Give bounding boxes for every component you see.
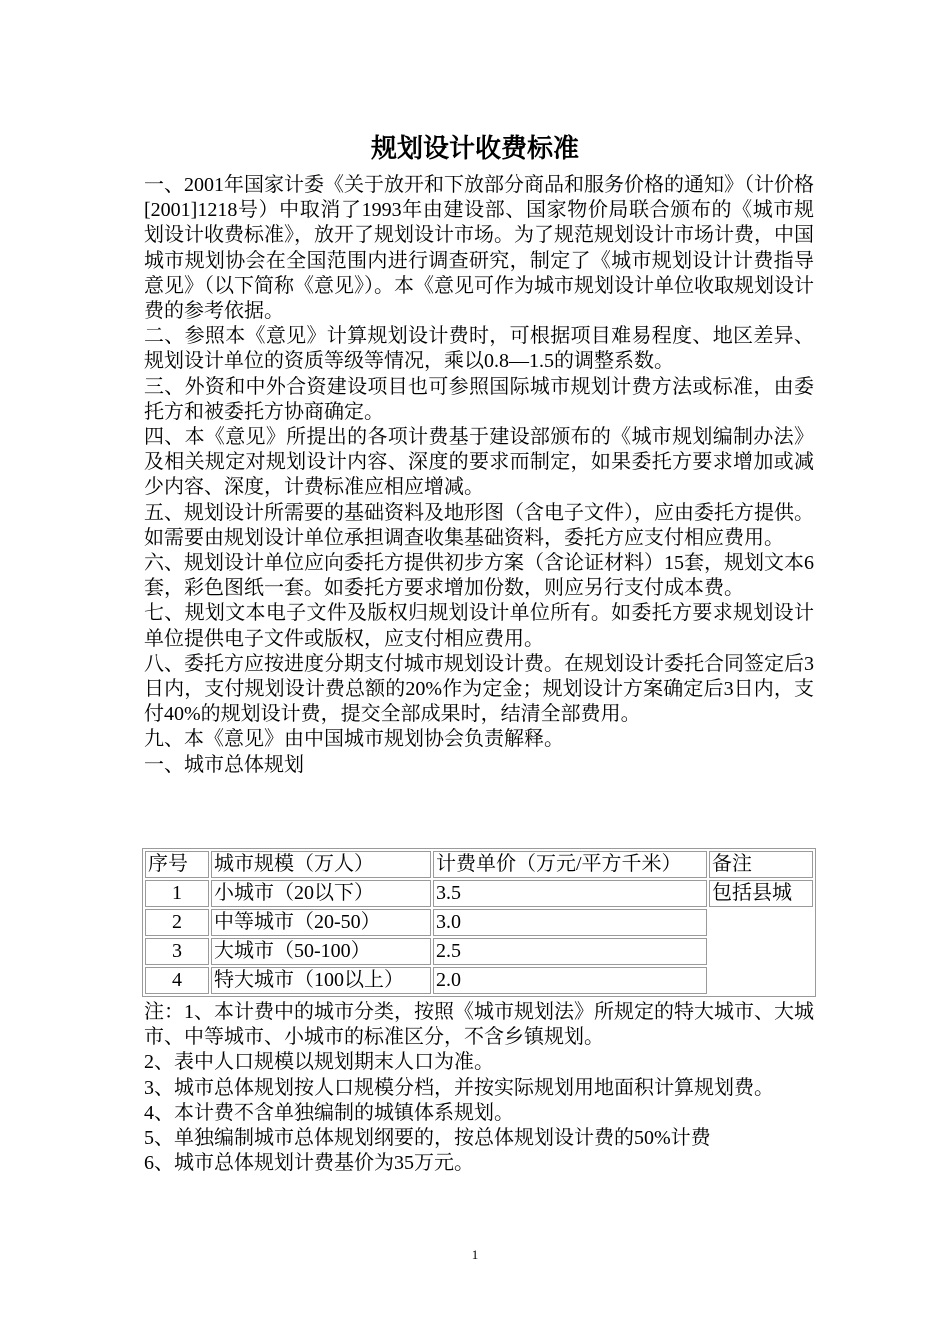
- cell-scale: 大城市（50-100）: [211, 938, 431, 965]
- cell-no: 1: [145, 880, 209, 907]
- cell-price: 3.0: [433, 909, 707, 936]
- cell-note: 包括县城: [709, 880, 813, 907]
- paragraph-8: 八、委托方应按进度分期支付城市规划设计费。在规划设计委托合同签定后3日内，支付规划设计费总额的20%作为定金；规划设计方案确定后3日内，支付40%的规划设计费，提交全部成果时，结清全部费用。: [144, 652, 814, 726]
- cell-scale: 中等城市（20-50）: [211, 909, 431, 936]
- cell-note-empty: [709, 938, 813, 965]
- cell-price: 2.5: [433, 938, 707, 965]
- notes-block: [144, 1000, 814, 1176]
- cell-price: 3.5: [433, 880, 707, 907]
- table-row: [145, 909, 813, 936]
- paragraph-7: 七、规划文本电子文件及版权归规划设计单位所有。如委托方要求规划设计单位提供电子文件或版权，应支付相应费用。: [144, 602, 814, 650]
- header-note: 备注: [709, 851, 813, 878]
- header-price: 计费单价（万元/平方千米）: [433, 851, 707, 878]
- paragraph-3: 三、外资和中外合资建设项目也可参照国际城市规划计费方法或标准，由委托方和被委托方协商确定。: [144, 375, 814, 423]
- document-body: [144, 173, 814, 778]
- paragraph-9: 九、本《意见》由中国城市规划协会负责解释。: [144, 728, 564, 751]
- paragraph-1: 一、2001年国家计委《关于放开和下放部分商品和服务价格的通知》（计价格[2001]1218号）中取消了1993年由建设部、国家物价局联合颁布的《城市规划设计收费标准》，放开了规划设计市场。为了规范规划设计市场计费，中国城市规划协会在全国范围内进行调查研究，制定了《城市规划设计计费指导意见》（以下简称《意见》）。本《意见可作为城市规划设计单位收取规划设计费的参考依据。: [144, 174, 814, 323]
- table-row: [145, 967, 813, 994]
- header-scale: 城市规模（万人）: [211, 851, 431, 878]
- note-1: 注：1、本计费中的城市分类，按照《城市规划法》所规定的特大城市、大城市、中等城市、小城市的标准区分，不含乡镇规划。: [144, 1001, 814, 1049]
- table-header-row: [145, 851, 813, 878]
- cell-note-empty: [709, 967, 813, 994]
- paragraph-2: 二、参照本《意见》计算规划设计费时，可根据项目难易程度、地区差异、规划设计单位的资质等级等情况，乘以0.8—1.5的调整系数。: [144, 325, 814, 373]
- cell-note-empty: [709, 909, 813, 936]
- cell-scale: 小城市（20以下）: [211, 880, 431, 907]
- cell-no: 3: [145, 938, 209, 965]
- table-row: [145, 938, 813, 965]
- paragraph-5: 五、规划设计所需要的基础资料及地形图（含电子文件），应由委托方提供。如需要由规划设计单位承担调查收集基础资料，委托方应支付相应费用。: [144, 501, 814, 549]
- note-4: 4、本计费不含单独编制的城镇体系规划。: [144, 1101, 514, 1124]
- cell-scale: 特大城市（100以上）: [211, 967, 431, 994]
- cell-no: 4: [145, 967, 209, 994]
- note-2: 2、表中人口规模以规划期末人口为准。: [144, 1051, 494, 1074]
- table-row: [145, 880, 813, 907]
- fee-table: [142, 848, 816, 997]
- paragraph-4: 四、本《意见》所提出的各项计费基于建设部颁布的《城市规划编制办法》及相关规定对规划设计内容、深度的要求而制定，如果委托方要求增加或减少内容、深度，计费标准应相应增减。: [144, 426, 814, 499]
- note-6: 6、城市总体规划计费基价为35万元。: [144, 1152, 474, 1175]
- note-5: 5、单独编制城市总体规划纲要的，按总体规划设计费的50%计费: [144, 1127, 711, 1150]
- page-title: 规划设计收费标准: [370, 134, 579, 163]
- header-no: 序号: [145, 851, 209, 878]
- note-3: 3、城市总体规划按人口规模分档，并按实际规划用地面积计算规划费。: [144, 1076, 774, 1099]
- page-number: 1: [471, 1247, 479, 1262]
- section-heading: 一、城市总体规划: [144, 753, 304, 776]
- paragraph-6: 六、规划设计单位应向委托方提供初步方案（含论证材料）15套，规划文本6套，彩色图纸一套。如委托方要求增加份数，则应另行支付成本费。: [144, 552, 814, 600]
- cell-price: 2.0: [433, 967, 707, 994]
- cell-no: 2: [145, 909, 209, 936]
